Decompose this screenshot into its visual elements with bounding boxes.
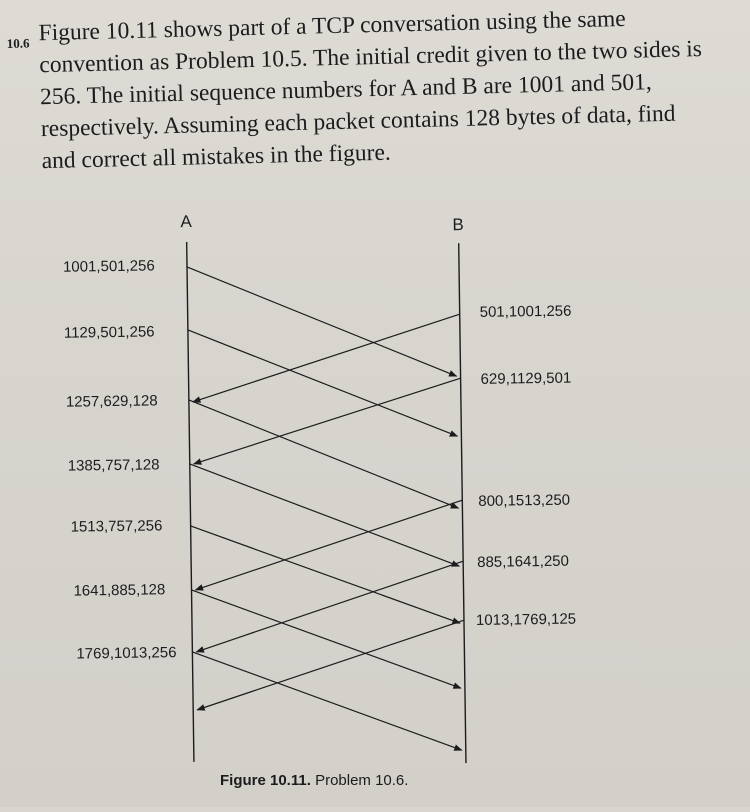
host-b-label: B bbox=[452, 215, 464, 235]
problem-number: 10.6 bbox=[6, 35, 30, 51]
problem-line: respectively. Assuming each packet contains 128 bytes of data, find bbox=[40, 100, 676, 143]
arrow-a-to-b bbox=[192, 648, 461, 754]
problem-line: convention as Problem 10.5. The initial credit given to the two sides is bbox=[39, 36, 703, 79]
a-segment-label: 1769,1013,256 bbox=[76, 644, 177, 663]
host-a-label: A bbox=[180, 211, 192, 232]
messages-a-to-b bbox=[187, 263, 462, 754]
arrow-b-to-a bbox=[196, 620, 465, 710]
arrow-a-to-b bbox=[187, 263, 457, 380]
caption-label: Figure 10.11. bbox=[220, 772, 311, 789]
a-segment-label: 1513,757,256 bbox=[70, 517, 163, 536]
timeline-b bbox=[459, 243, 466, 763]
b-segment-label: 1013,1769,125 bbox=[475, 610, 577, 629]
a-segment-label: 1641,885,128 bbox=[73, 581, 166, 600]
a-segment-label: 1385,757,128 bbox=[67, 456, 160, 475]
problem-line: and correct all mistakes in the figure. bbox=[41, 139, 392, 175]
timeline-a bbox=[187, 242, 194, 762]
a-segment-label: 1129,501,256 bbox=[63, 323, 155, 342]
caption-text: Problem 10.6. bbox=[315, 772, 409, 789]
problem-line: Figure 10.11 shows part of a TCP conversation using the same bbox=[38, 5, 626, 47]
b-segment-label: 885,1641,250 bbox=[477, 552, 570, 571]
arrow-a-to-b bbox=[189, 396, 459, 512]
problem-line: 256. The initial sequence numbers for A and B are 1001 and 501, bbox=[39, 69, 653, 111]
b-segment-label: 629,1129,501 bbox=[480, 369, 572, 388]
messages-b-to-a bbox=[192, 314, 465, 710]
arrow-b-to-a bbox=[193, 378, 462, 464]
arrow-a-to-b bbox=[191, 522, 460, 627]
arrow-b-to-a bbox=[192, 314, 461, 402]
b-segment-label: 501,1001,256 bbox=[479, 302, 572, 321]
arrow-a-to-b bbox=[192, 586, 461, 692]
figure-caption bbox=[220, 772, 408, 789]
b-segment-label: 800,1513,250 bbox=[478, 491, 571, 510]
a-segment-label: 1257,629,128 bbox=[65, 392, 158, 411]
a-segment-label: 1001,501,256 bbox=[62, 257, 155, 276]
